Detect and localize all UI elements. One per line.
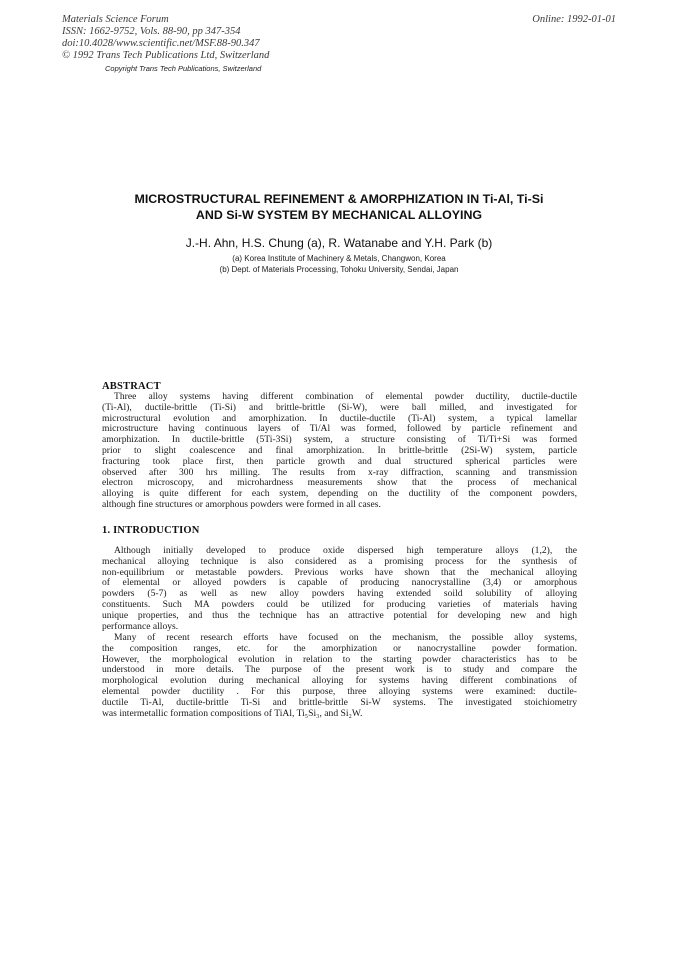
introduction-heading: 1. INTRODUCTION [102,525,200,536]
text-line: performance alloys. [102,620,179,632]
text-line: ductile Ti-Al, ductile-brittle Ti-Si and brittle-brittle Si-W systems. The investigated stoichiometry [102,696,577,708]
text-line: (Ti-Al), ductile-brittle (Ti-Si) and brittle-brittle (Si-W), were ball milled, and investigated for [102,401,577,413]
text-line: constituents. Such MA powders could be utilized for producing varieties of materials having [102,598,577,610]
affiliation-b: (b) Dept. of Materials Processing, Tohoku University, Sendai, Japan [219,265,459,274]
text-line: observed after 300 hrs milling. The results from x-ray diffraction, scanning and transmission [102,466,577,478]
text-line: the composition ranges, etc. for the amorphization or nanocrystalline powder formation. [102,642,577,654]
online-date: Online: 1992-01-01 [532,14,616,25]
affiliation-a: (a) Korea Institute of Machinery & Metals, Changwon, Korea [232,254,446,263]
text-line: morphological evolution during mechanical alloying for systems having different combinations of [102,675,577,687]
text-line: although fine structures or amorphous powders were formed in all cases. [102,498,381,510]
abstract-heading: ABSTRACT [102,381,161,392]
text-line: Many of recent research efforts have focused on the mechanism, the possible alloy systems, [114,632,577,643]
text-line: electron microscopy, and microhardness measurements show that the process of mechanical [102,477,577,489]
issn-line: ISSN: 1662-9752, Vols. 88-90, pp 347-354 [62,26,241,37]
text-line: amorphization. In ductile-brittle (5Ti-3Si) system, a structure consisting of Ti/Ti+Si was formed [102,434,577,446]
text-line: unique properties, and thus the technique has an attractive potential for developing new and high [102,609,577,621]
title-line-1: MICROSTRUCTURAL REFINEMENT & AMORPHIZATION IN Ti-Al, Ti-Si [134,192,544,206]
journal-name: Materials Science Forum [62,14,169,25]
text-line: prior to slight coalescence and final amorphization. In brittle-brittle (2Si-W) system, particle [102,444,577,456]
abstract-body [102,392,577,511]
paper-title [80,192,598,223]
copyright-line: © 1992 Trans Tech Publications Ltd, Switzerland [62,50,270,61]
text-line: was intermetallic formation compositions of TiAl, Ti₅Si₃, and Si₂W. [102,707,363,719]
text-line: mechanical alloying technique is also considered as a promising process for the synthesis of [102,555,577,567]
text-line: of elemental or alloyed powders is capable of producing nanocrystalline (3,4) or amorphous [102,577,577,589]
doi-line[interactable]: doi:10.4028/www.scientific.net/MSF.88-90.347 [62,38,260,49]
copyright-small: Copyright Trans Tech Publications, Switzerland [105,64,262,73]
text-line: elemental powder ductility . For this purpose, three alloying systems were examined: ductile- [102,685,577,697]
text-line: Three alloy systems having different combination of elemental powder ductility, ductile-ductile [114,391,577,402]
text-line: fracturing took place first, then particle growth and dual structured spherical particles were [102,455,577,467]
text-line: powders (5-7) as well as new alloy powders having extended soild solubility of alloying [102,588,577,600]
text-line: alloying is quite different for each system, depending on the ductility of the component powders, [102,488,577,500]
text-line: understood in more details. The purpose of the present work is to study and compare the [102,664,577,676]
introduction-paragraph-2 [102,633,577,719]
text-line: microstructure having continuous layers of Ti/Al was formed, followed by particle refinement and [102,423,577,435]
text-line: non-equilibrium or metastable powders. Previous works have shown that the mechanical alloying [102,566,577,578]
introduction-paragraph-1 [102,546,577,632]
authors: J.-H. Ahn, H.S. Chung (a), R. Watanabe and Y.H. Park (b) [185,236,493,250]
text-line: However, the morphological evolution in relation to the starting powder characteristics has to be [102,653,577,665]
text-line: Although initially developed to produce oxide dispersed high temperature alloys (1,2), the [114,545,577,556]
title-line-2: AND Si-W SYSTEM BY MECHANICAL ALLOYING [195,207,483,222]
text-line: microstructural evolution and amorphization. In ductile-ductile (Ti-Al) system, a typical lamellar [102,412,577,424]
